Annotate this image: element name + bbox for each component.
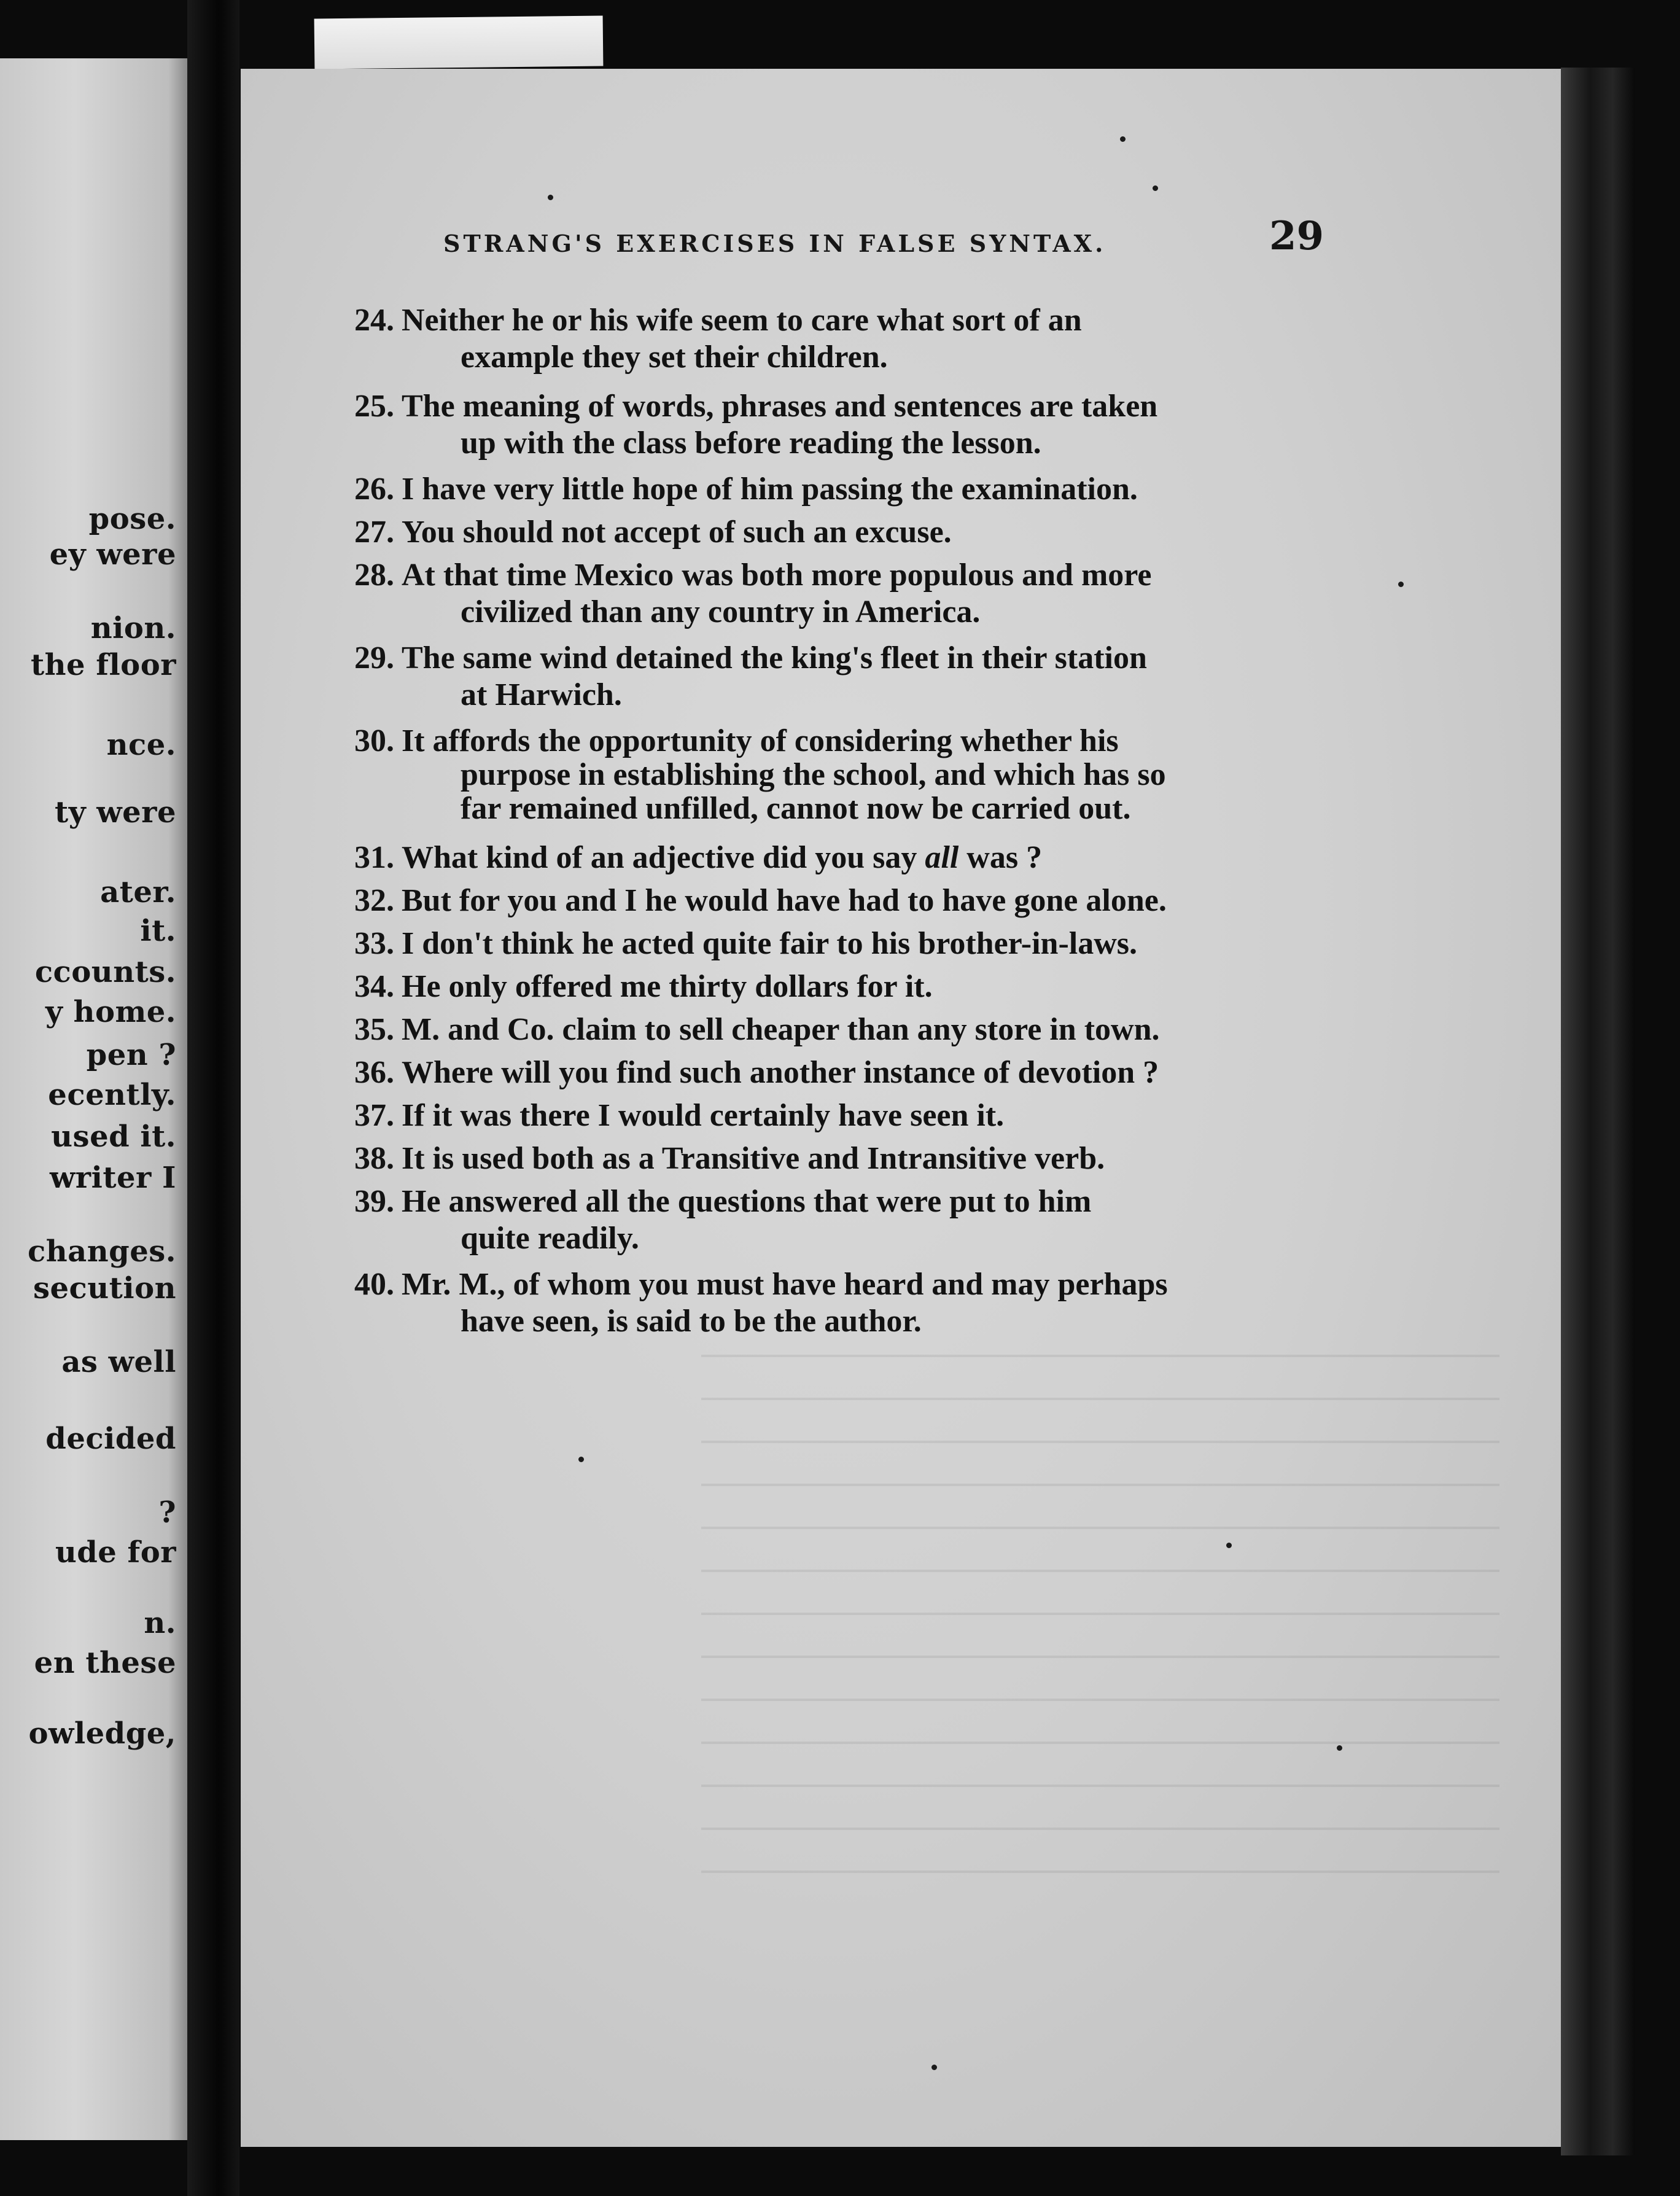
exercise-text-part: What kind of an adjective did you say xyxy=(402,840,925,875)
book-gutter xyxy=(187,0,239,2196)
left-page-fragment: pen ? xyxy=(86,1038,176,1072)
right-page xyxy=(241,69,1561,2147)
print-speck xyxy=(1226,1543,1232,1548)
exercise-text: But for you and I he would have had to have gone alone. xyxy=(402,883,1167,918)
left-page-fragment: writer I xyxy=(49,1161,176,1195)
left-page-fragment: secution xyxy=(33,1271,176,1306)
exercise-number: 26. xyxy=(354,472,394,507)
exercise-text: have seen, is said to be the author. xyxy=(461,1304,922,1339)
exercise-number: 36. xyxy=(354,1055,394,1090)
exercise-number: 34. xyxy=(354,969,394,1004)
exercise-number: 25. xyxy=(354,389,394,424)
exercise-text: Neither he or his wife seem to care what sort of an xyxy=(402,303,1082,338)
exercise-text: Where will you find such another instance of devotion ? xyxy=(402,1055,1159,1090)
left-page-fragment: pose. xyxy=(88,502,176,536)
exercise-text: example they set their children. xyxy=(461,340,888,375)
print-speck xyxy=(548,195,553,200)
left-page-fragment: ude for xyxy=(55,1535,176,1570)
exercise-text xyxy=(402,839,1042,876)
exercise-text: far remained unfilled, cannot now be carried out. xyxy=(461,791,1131,826)
left-page-fragment: ey were xyxy=(49,537,176,572)
left-facing-page xyxy=(0,58,187,2140)
exercise-text: He answered all the questions that were put to him xyxy=(402,1184,1092,1219)
left-page-fragment: decided xyxy=(45,1422,176,1456)
left-page-fragment: changes. xyxy=(28,1234,176,1269)
exercise-number: 31. xyxy=(354,840,394,875)
left-page-fragment: ecently. xyxy=(48,1078,176,1112)
exercise-number: 24. xyxy=(354,303,394,338)
print-speck xyxy=(578,1457,584,1462)
exercise-number: 29. xyxy=(354,640,394,676)
exercise-text: The meaning of words, phrases and sentences are taken xyxy=(402,389,1158,424)
exercise-number: 37. xyxy=(354,1098,394,1133)
left-page-fragment: the floor xyxy=(30,648,176,682)
print-speck xyxy=(1337,1745,1342,1751)
exercise-number: 33. xyxy=(354,926,394,961)
print-speck xyxy=(1153,185,1158,191)
left-page-fragment: nion. xyxy=(90,611,176,645)
exercise-text: at Harwich. xyxy=(461,677,622,712)
left-page-fragment: owledge, xyxy=(28,1716,176,1751)
print-speck xyxy=(1120,136,1126,142)
exercise-text: up with the class before reading the lesson. xyxy=(461,426,1041,461)
exercise-text: Mr. M., of whom you must have heard and may perhaps xyxy=(402,1267,1168,1302)
exercise-number: 27. xyxy=(354,515,394,550)
left-page-fragment: ater. xyxy=(100,875,176,909)
exercise-text: civilized than any country in America. xyxy=(461,594,981,629)
print-speck xyxy=(1398,582,1404,587)
left-page-fragment: ty were xyxy=(55,795,176,830)
left-page-fragment: ccounts. xyxy=(34,955,176,989)
exercise-number: 40. xyxy=(354,1267,394,1302)
exercise-text: It affords the opportunity of considering whether his xyxy=(402,723,1119,758)
exercise-text: I don't think he acted quite fair to his brother-in-laws. xyxy=(402,926,1138,961)
running-title: STRANG'S EXERCISES IN FALSE SYNTAX. xyxy=(443,230,1106,257)
left-page-fragment: en these xyxy=(34,1646,176,1680)
bleed-through xyxy=(701,1328,1499,1911)
exercise-text: quite readily. xyxy=(461,1221,639,1256)
exercise-text: At that time Mexico was both more populous and more xyxy=(402,558,1152,593)
exercise-text-part: was ? xyxy=(959,840,1043,875)
exercise-number: 28. xyxy=(354,558,394,593)
exercise-number: 35. xyxy=(354,1012,394,1047)
exercise-text: M. and Co. claim to sell cheaper than any store in town. xyxy=(402,1012,1160,1047)
exercise-text: I have very little hope of him passing the examination. xyxy=(402,472,1138,507)
print-speck xyxy=(931,2065,937,2070)
exercise-number: 39. xyxy=(354,1184,394,1219)
left-page-fragment: used it. xyxy=(51,1119,176,1154)
page-edge xyxy=(1561,68,1635,2155)
exercise-text-italic: all xyxy=(925,840,959,875)
exercise-text: He only offered me thirty dollars for it. xyxy=(402,969,933,1004)
page-number: 29 xyxy=(1269,213,1324,259)
exercise-text: If it was there I would certainly have seen it. xyxy=(402,1098,1005,1133)
left-page-fragment: ? xyxy=(158,1495,176,1530)
exercise-number: 32. xyxy=(354,883,394,918)
left-page-fragment: as well xyxy=(61,1345,176,1379)
left-page-fragment: y home. xyxy=(45,995,176,1029)
exercise-text: purpose in establishing the school, and which has so xyxy=(461,757,1166,792)
left-page-fragment: nce. xyxy=(106,728,176,762)
exercise-number: 30. xyxy=(354,723,394,758)
exercise-text: The same wind detained the king's fleet in their station xyxy=(402,640,1147,676)
paper-tab xyxy=(314,16,604,69)
left-page-fragment: n. xyxy=(144,1606,176,1640)
exercise-number: 38. xyxy=(354,1141,394,1176)
exercise-text: You should not accept of such an excuse. xyxy=(402,515,952,550)
exercise-text: It is used both as a Transitive and Intransitive verb. xyxy=(402,1141,1105,1176)
left-page-fragment: it. xyxy=(140,914,176,948)
